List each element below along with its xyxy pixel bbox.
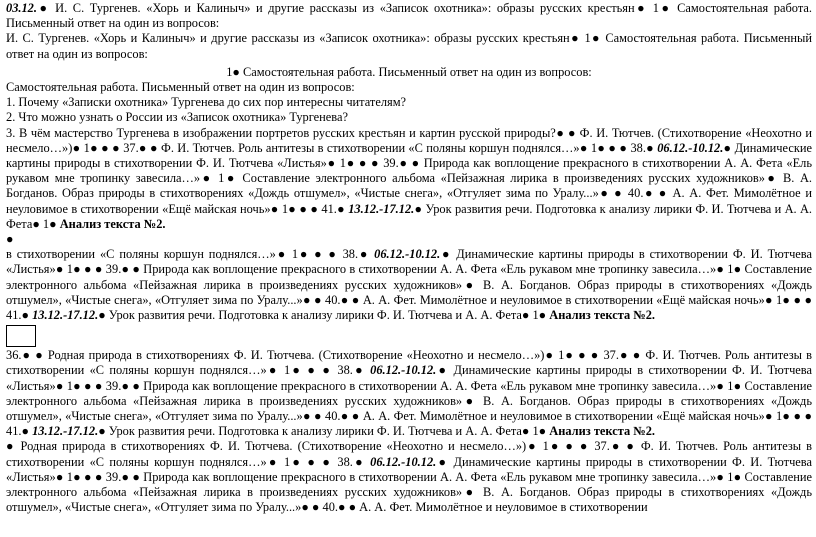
empty-table-cell xyxy=(6,325,36,347)
block-3-analysis: Анализ текста №2. xyxy=(549,424,656,439)
lesson-block-3 xyxy=(6,348,812,439)
block-2-date: 06.12.-10.12. xyxy=(374,247,441,262)
block-2-tail: ● Урок развития речи. Подготовка к анализу лирики Ф. И. Тютчева и А. А. Фета● 1● xyxy=(98,308,547,323)
analysis-title: Анализ текста №2. xyxy=(59,216,166,231)
header-line xyxy=(6,1,812,31)
question-3-tail: ● Урок развития речи. Подготовка к анализу лирики Ф. И. Тютчева и А. А. Фета● 1● xyxy=(6,201,812,231)
lesson-block-2 xyxy=(6,247,812,323)
block-2-date-2: 13.12.-17.12. xyxy=(32,308,99,323)
bullet-marker: ● xyxy=(6,232,14,247)
question-2: 2. Что можно узнать о России из «Записок охотника» Тургенева? xyxy=(6,110,348,125)
block-4-cont: ● Динамические картины природы в стихотворении Ф. И. Тютчева «Листья»● 1● ● ● 39.● ● Природа как воплощение прекрасного в стихотворении А. А. Фета «Ель рукавом мне тропинку завесила…»● 1● Составление электронного альбома «Пейзажная лирика в произведениях русских художников»● В. А. Богданов. Образ природы в стихотворениях «Дождь отшумел», «Чистые снега», «Отгуляет зима по Уралу...»● ● 40.● ● А. А. Фет. Мимолётное и неуловимое в стихотворении xyxy=(6,454,812,515)
block-4-date: 06.12.-10.12. xyxy=(370,454,437,469)
question-1: 1. Почему «Записки охотника» Тургенева до сих пор интересны читателям? xyxy=(6,95,407,110)
block-2-start: в стихотворении «С поляны коршун поднялся…»● 1● ● ● 38.● xyxy=(6,247,370,262)
block-3-cont: ● Динамические картины природы в стихотворении Ф. И. Тютчева «Листья»● 1● ● ● 39.● ● Природа как воплощение прекрасного в стихотворении А. А. Фета «Ель рукавом мне тропинку завесила…»● 1● Составление электронного альбома «Пейзажная лирика в произведениях русских художников»● В. А. Богданов. Образ природы в стихотворениях «Дождь отшумел», «Чистые снега», «Отгуляет зима по Уралу...»● ● 40.● ● А. А. Фет. Мимолётное и неуловимое в стихотворении «Ещё майская ночь»● 1● ● ● 41.● xyxy=(6,363,812,439)
block-3-tail: ● Урок развития речи. Подготовка к анализу лирики Ф. И. Тютчева и А. А. Фета● 1● xyxy=(98,424,547,439)
block-4-start: ● Родная природа в стихотворениях Ф. И. Тютчева. (Стихотворение «Неохотно и несмело…»)● 1● ● ● 37.● ● Ф. И. Тютчев. Роль антитезы в стихотворении «С поляны коршун поднялся…»● 1● ● ● 38.● xyxy=(6,439,812,469)
assignment-intro: Самостоятельная работа. Письменный ответ на один из вопросов: xyxy=(6,80,355,95)
repeat-line: И. С. Тургенев. «Хорь и Калиныч» и другие рассказы из «Записок охотника»: образы русских крестьян● 1● Самостоятельная работа. Письменный ответ на один из вопросов: xyxy=(6,31,812,61)
block-3-date-2: 13.12.-17.12. xyxy=(32,424,99,439)
block-3-start: 36.● ● Родная природа в стихотворениях Ф. И. Тютчева. (Стихотворение «Неохотно и несмело…»)● 1● ● ● 37.● ● Ф. И. Тютчев. Роль антитезы в стихотворении «С поляны коршун поднялся…»● 1● ● ● 38.● xyxy=(6,348,812,378)
block-3-date: 06.12.-10.12. xyxy=(370,363,437,378)
header-text: ● И. С. Тургенев. «Хорь и Калиныч» и другие рассказы из «Записок охотника»: образы русских крестьян● 1● Самостоятельная работа. Письменный ответ на один из вопросов: xyxy=(6,1,812,31)
lesson-block-4 xyxy=(6,439,812,515)
date-range-2: 13.12.-17.12. xyxy=(348,201,415,216)
block-2-analysis: Анализ текста №2. xyxy=(549,308,656,323)
question-3-text: 3. В чём мастерство Тургенева в изображении портретов русских крестьян и картин русской природы?● ● Ф. И. Тютчев. (Стихотворение «Неохотно и несмело…»)● 1● ● ● 37.● ● Ф. И. Тютчев. Роль антитезы в стихотворении «С поляны коршун поднялся…»● 1● ● ● 38.● xyxy=(6,125,812,155)
centered-line: 1● Самостоятельная работа. Письменный ответ на один из вопросов: xyxy=(226,64,592,79)
block-2-cont: ● Динамические картины природы в стихотворении Ф. И. Тютчева «Листья»● 1● ● ● 39.● ● Природа как воплощение прекрасного в стихотворении А. А. Фета «Ель рукавом мне тропинку завесила…»● 1● Составление электронного альбома «Пейзажная лирика в произведениях русских художников»● В. А. Богданов. Образ природы в стихотворениях «Дождь отшумел», «Чистые снега», «Отгуляет зима по Уралу...»● ● 40.● ● А. А. Фет. Мимолётное и неуловимое в стихотворении «Ещё майская ночь»● 1● ● ● 41.● xyxy=(6,247,812,323)
lesson-date: 03.12. xyxy=(6,1,37,15)
question-3 xyxy=(6,126,812,232)
question-3-continued: ● Динамические картины природы в стихотворении Ф. И. Тютчева «Листья»● 1● ● ● 39.● ● Природа как воплощение прекрасного в стихотворении А. А. Фета «Ель рукавом мне тропинку завесила…»● 1● Составление электронного альбома «Пейзажная лирика в произведениях русских художников»● В. А. Богданов. Образ природы в стихотворениях «Дождь отшумел», «Чистые снега», «Отгуляет зима по Уралу...»● ● 40.● ● А. А. Фет. Мимолётное и неуловимое в стихотворении «Ещё майская ночь»● 1● ● ● 41.● xyxy=(6,140,812,216)
date-range: 06.12.-10.12. xyxy=(657,140,724,155)
